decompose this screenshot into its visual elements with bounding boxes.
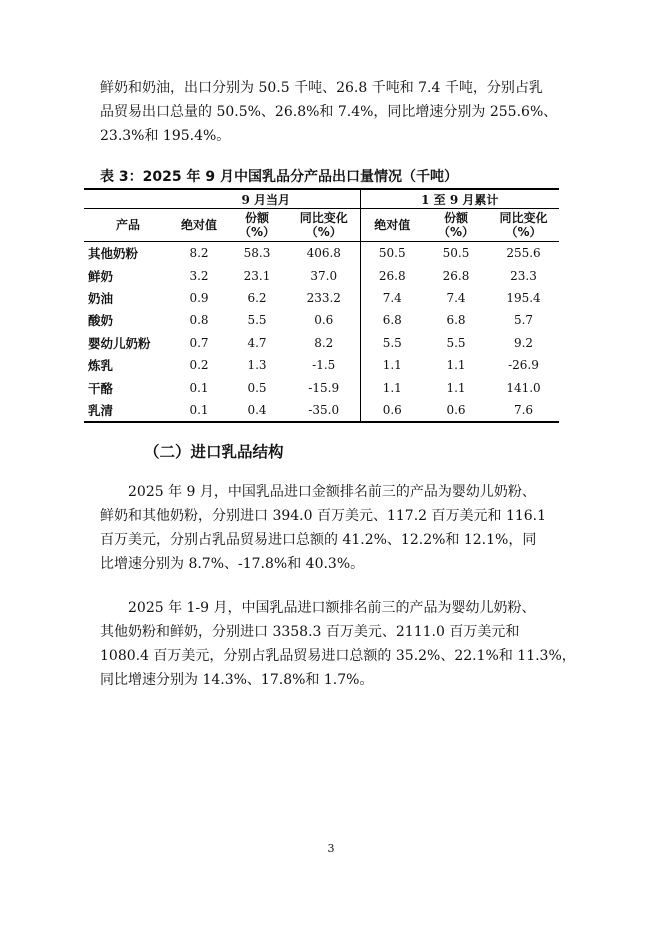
cell-month-share: 6.2 bbox=[247, 290, 267, 305]
cell-month-abs: 0.1 bbox=[172, 399, 226, 422]
col-header-cum-abs: 绝对值 bbox=[360, 209, 424, 242]
col-header-month-yoy: 同比变化 （%） bbox=[288, 209, 360, 242]
cell-cum-abs: 5.5 bbox=[382, 335, 402, 350]
cell-month-share: 1.3 bbox=[247, 358, 267, 373]
cell-cum-yoy: 23.3 bbox=[510, 268, 537, 283]
col-header-month-abs: 绝对值 bbox=[172, 209, 226, 242]
table-row bbox=[84, 309, 559, 331]
col-header-product: 产品 bbox=[84, 209, 172, 242]
col-header-cum-share: 份额 （%） bbox=[424, 209, 488, 242]
cell-month-yoy: 233.2 bbox=[288, 287, 360, 309]
cell-month-yoy: 0.6 bbox=[288, 309, 360, 331]
cell-cum-share: 6.8 bbox=[446, 313, 466, 328]
para2-line-2: 其他奶粉和鲜奶，分别进口 3358.3 百万美元、2111.0 百万美元和 bbox=[100, 624, 520, 640]
cell-cum-abs: 1.1 bbox=[382, 380, 402, 395]
row-product-name: 炼乳 bbox=[88, 358, 114, 374]
col-header-month-share: 份额 （%） bbox=[226, 209, 288, 242]
cell-month-yoy: -15.9 bbox=[288, 376, 360, 398]
cell-cum-share: 50.5 bbox=[442, 246, 470, 261]
para2-line-1: 2025 年 1-9 月，中国乳品进口额排名前三的产品为婴幼儿奶粉、 bbox=[128, 600, 536, 616]
row-product-name: 婴幼儿奶粉 bbox=[88, 335, 151, 351]
cell-cum-share: 1.1 bbox=[446, 380, 466, 395]
para1-line-4: 比增速分别为 8.7%、-17.8%和 40.3%。 bbox=[100, 556, 365, 572]
para2-line-3: 1080.4 百万美元，分别占乳品贸易进口总额的 35.2%、22.1%和 11.3%， bbox=[100, 648, 576, 664]
cell-cum-yoy: 195.4 bbox=[506, 290, 541, 305]
table-row bbox=[84, 332, 559, 354]
table-group-header-row bbox=[84, 189, 559, 209]
row-product-name: 鲜奶 bbox=[88, 268, 114, 284]
row-product-name: 干酪 bbox=[88, 380, 114, 396]
table-row bbox=[84, 242, 559, 265]
cell-month-share: 58.3 bbox=[243, 246, 271, 261]
cell-cum-abs: 26.8 bbox=[378, 268, 406, 283]
cell-month-yoy: -1.5 bbox=[288, 354, 360, 376]
table-row bbox=[84, 399, 559, 422]
intro-line-1: 鲜奶和奶油，出口分别为 50.5 千吨、26.8 千吨和 7.4 千吨，分别占乳 bbox=[100, 80, 543, 96]
table-caption: 表 3：2025 年 9 月中国乳品分产品出口量情况（千吨） bbox=[100, 169, 458, 185]
intro-paragraph bbox=[100, 76, 570, 148]
group-header-cumulative: 1 至 9 月累计 bbox=[360, 189, 559, 209]
cell-month-yoy: -35.0 bbox=[288, 399, 360, 422]
table-row bbox=[84, 376, 559, 398]
table-row bbox=[84, 354, 559, 376]
cell-month-yoy: 8.2 bbox=[288, 332, 360, 354]
cell-cum-yoy: 255.6 bbox=[506, 246, 541, 261]
cell-cum-share: 0.6 bbox=[424, 399, 488, 422]
cell-cum-share: 5.5 bbox=[446, 335, 466, 350]
cell-cum-share: 26.8 bbox=[442, 268, 470, 283]
cell-cum-yoy: 5.7 bbox=[513, 313, 534, 328]
intro-line-3: 23.3%和 195.4%。 bbox=[100, 128, 231, 144]
table-row bbox=[84, 287, 559, 309]
cell-cum-abs: 7.4 bbox=[382, 290, 402, 305]
cell-cum-yoy: 9.2 bbox=[513, 335, 534, 350]
row-product-name: 其他奶粉 bbox=[88, 246, 139, 262]
group-header-empty bbox=[84, 189, 172, 209]
row-product-name: 奶油 bbox=[88, 290, 114, 306]
intro-line-2: 品贸易出口总量的 50.5%、26.8%和 7.4%，同比增速分别为 255.6%、 bbox=[100, 104, 558, 120]
cell-month-share: 5.5 bbox=[247, 313, 267, 328]
section-heading: （二）进口乳品结构 bbox=[144, 443, 284, 461]
cell-month-abs: 0.7 bbox=[189, 335, 209, 350]
row-product-name: 酸奶 bbox=[88, 313, 114, 329]
page-number: 3 bbox=[327, 842, 335, 855]
import-paragraph-cumulative bbox=[100, 596, 576, 692]
table-row bbox=[84, 264, 559, 286]
cell-month-abs: 3.2 bbox=[189, 268, 209, 283]
cell-cum-share: 7.4 bbox=[446, 290, 466, 305]
import-paragraph-month bbox=[100, 480, 570, 576]
cell-month-abs: 8.2 bbox=[189, 246, 209, 261]
cell-month-share: 23.1 bbox=[243, 268, 271, 283]
cell-month-yoy: 406.8 bbox=[288, 242, 360, 265]
para2-line-4: 同比增速分别为 14.3%、17.8%和 1.7%。 bbox=[100, 672, 374, 688]
cell-cum-yoy: -26.9 bbox=[508, 358, 539, 373]
cell-month-share: 0.4 bbox=[226, 399, 288, 422]
cell-cum-abs: 50.5 bbox=[378, 246, 406, 261]
cell-cum-yoy: 7.6 bbox=[488, 399, 559, 422]
cell-month-share: 0.5 bbox=[247, 380, 267, 395]
table-column-header-row bbox=[84, 209, 559, 242]
group-header-month: 9 月当月 bbox=[172, 189, 360, 209]
cell-cum-abs: 6.8 bbox=[382, 313, 402, 328]
row-product-name: 乳清 bbox=[84, 399, 172, 422]
cell-month-abs: 0.2 bbox=[189, 358, 209, 373]
cell-month-share: 4.7 bbox=[247, 335, 267, 350]
cell-month-abs: 0.8 bbox=[189, 313, 209, 328]
para1-line-2: 鲜奶和其他奶粉，分别进口 394.0 百万美元、117.2 百万美元和 116.1 bbox=[100, 508, 547, 524]
para1-line-1: 2025 年 9 月，中国乳品进口金额排名前三的产品为婴幼儿奶粉、 bbox=[128, 484, 536, 500]
cell-month-abs: 0.9 bbox=[189, 290, 209, 305]
cell-cum-yoy: 141.0 bbox=[506, 380, 541, 395]
cell-cum-abs: 1.1 bbox=[382, 358, 402, 373]
cell-month-yoy: 37.0 bbox=[288, 264, 360, 286]
cell-cum-abs: 0.6 bbox=[360, 399, 424, 422]
export-table bbox=[84, 188, 559, 423]
col-header-cum-yoy: 同比变化 （%） bbox=[488, 209, 559, 242]
cell-month-abs: 0.1 bbox=[189, 380, 209, 395]
para1-line-3: 百万美元，分别占乳品贸易进口总额的 41.2%、12.2%和 12.1%，同 bbox=[100, 532, 537, 548]
cell-cum-share: 1.1 bbox=[446, 358, 466, 373]
